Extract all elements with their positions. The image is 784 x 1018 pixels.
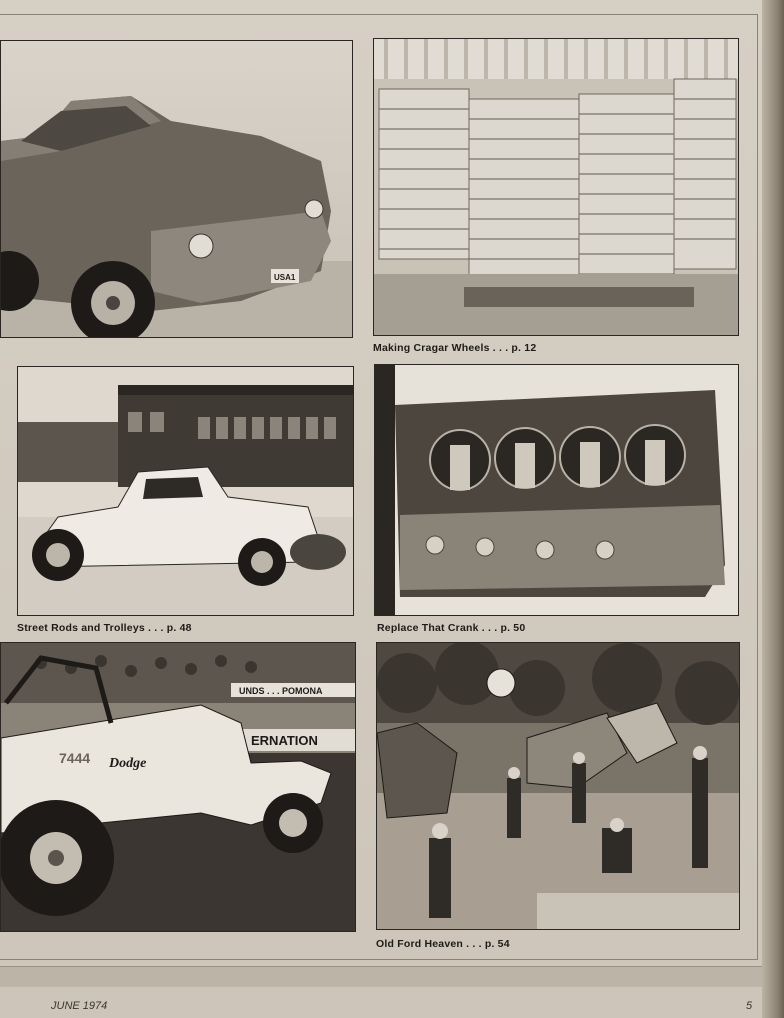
caption-crank: Replace That Crank . . . p. 50 [377,622,526,634]
binding-gutter [762,0,784,1018]
photo-engine-crank [374,364,739,616]
photo-street-rod-trolley [17,366,354,616]
photo-junkyard [376,642,740,930]
banner-text-2: ERNATION [251,733,318,748]
photo-chevy-sedan [0,40,353,338]
car-number: 7444 [59,750,91,766]
caption-cragar: Making Cragar Wheels . . . p. 12 [373,342,537,354]
photo-drag-car [0,642,356,932]
caption-street-rods: Street Rods and Trolleys . . . p. 48 [17,622,192,634]
dodge-decal: Dodge [109,756,147,771]
caption-old-ford: Old Ford Heaven . . . p. 54 [376,938,510,950]
license-plate-text: USA1 [274,273,296,282]
photo-cragar-wheels [373,38,739,336]
banner-text: UNDS . . . POMONA [239,686,323,696]
issue-date: JUNE 1974 [51,1000,108,1012]
page-number: 5 [746,1000,753,1012]
bottom-rule [0,966,762,987]
